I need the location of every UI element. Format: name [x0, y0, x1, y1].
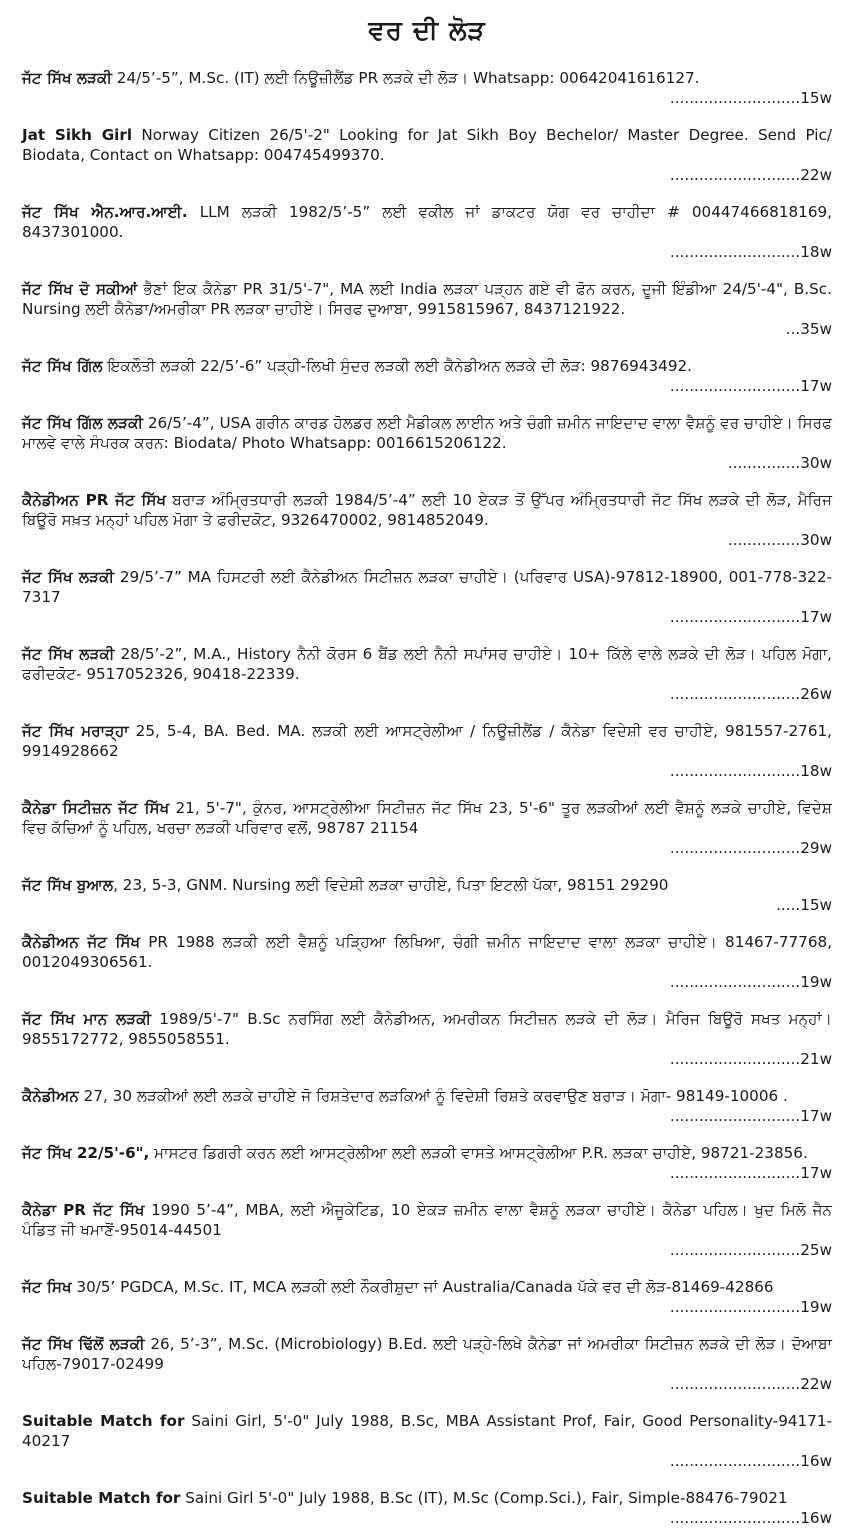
ad-code: ...........................19w: [669, 1298, 832, 1316]
ad-code: ...............30w: [727, 531, 832, 549]
ad-entry: [22, 644, 832, 704]
ad-text: [22, 1277, 832, 1297]
ad-body: ਇਕਲੌਤੀ ਲੜਕੀ 22/5’-6” ਪੜ੍ਹੀ-ਲਿਖੀ ਸੁੰਦਰ ਲੜਕੀ ਲਈ ਕੈਨੇਡੀਅਨ ਲੜਕੇ ਦੀ ਲੋੜ: 9876943492.: [102, 357, 692, 375]
ad-body: 24/5’-5”, M.Sc. (IT) ਲਈ ਨਿਊਜ਼ੀਲੈਂਡ PR ਲੜਕੇ ਦੀ ਲੋੜ। Whatsapp: 00642041616127.: [111, 69, 700, 87]
ad-text: [22, 279, 832, 319]
ad-body: 1990 5’-4”, MBA, ਲਈ ਐਜੂਕੇਟਿਡ, 10 ਏਕੜ ਜ਼ਮੀਨ ਵਾਲਾ ਵੈਸ਼ਨੂੰ ਲੜਕਾ ਚਾਹੀਏ। ਕੈਨੇਡਾ ਪਹਿਲ। ਖੁਦ ਮਿਲੋ ਜੈਨ ਪੰਡਿਤ ਜੀ ਖਮਾਣੋਂ-95014-44501: [22, 1201, 832, 1239]
ad-text: [22, 490, 832, 530]
ad-code: ...........................17w: [669, 1107, 832, 1125]
ad-text: [22, 68, 832, 88]
ad-code: ...........................17w: [669, 1164, 832, 1182]
ad-lead: Suitable Match for: [22, 1412, 185, 1430]
ad-code: ...........................17w: [669, 608, 832, 626]
ad-text: [22, 1334, 832, 1374]
ad-text: [22, 125, 832, 165]
ad-lead: ਜੱਟ ਸਿੱਖ ਮਰਾੜ੍ਹਾ: [22, 722, 129, 740]
ad-code: ...........................18w: [669, 243, 832, 261]
ad-lead: ਜੱਟ ਸਿੱਖ ਲੜਕੀ: [22, 645, 115, 663]
ad-lead: ਕੈਨੇਡੀਅਨ ਜੱਟ ਸਿੱਖ: [22, 933, 141, 951]
ad-entry: [22, 1200, 832, 1260]
ad-code: ...........................26w: [669, 685, 832, 703]
ad-entry: [22, 1277, 832, 1317]
ad-entry: [22, 202, 832, 262]
ad-entry: [22, 1411, 832, 1471]
ad-lead: ਜੱਟ ਸਿੱਖ ਮਾਨ ਲੜਕੀ: [22, 1010, 152, 1028]
ad-entry: [22, 567, 832, 627]
ad-code: ...........................17w: [669, 377, 832, 395]
ad-body: 1989/5'-7" B.Sc ਨਰਸਿੰਗ ਲਈ ਕੈਨੇਡੀਅਨ, ਅਮਰੀਕਨ ਸਿਟੀਜ਼ਨ ਲੜਕੇ ਦੀ ਲੋੜ। ਮੈਰਿਜ ਬਿਊਰੋ ਸਖਤ ਮਨ੍ਹਾਂ। 9855172772, 9855058551.: [22, 1010, 832, 1048]
ad-lead: ਕੈਨੇਡੀਅਨ: [22, 1087, 79, 1105]
ad-body: 26, 5’-3”, M.Sc. (Microbiology) B.Ed. ਲਈ ਪੜ੍ਹੇ-ਲਿਖੇ ਕੈਨੇਡਾ ਜਾਂ ਅਮਰੀਕਾ ਸਿਟੀਜ਼ਨ ਲੜਕੇ ਦੀ ਲੋੜ। ਦੋਆਬਾ ਪਹਿਲ-79017-02499: [22, 1335, 832, 1373]
ad-code: ...........................25w: [669, 1241, 832, 1259]
ad-entry: [22, 1009, 832, 1069]
ad-body: ਭੈਣਾਂ ਇਕ ਕੈਨੇਡਾ PR 31/5'-7", MA ਲਈ India ਲੜਕਾ ਪੜ੍ਹਨ ਗਏ ਵੀ ਫੋਨ ਕਰਨ, ਦੂਜੀ ਇੰਡੀਆ 24/5'-4", B.Sc. Nursing ਲਈ ਕੈਨੇਡਾ/ਅਮਰੀਕਾ PR ਲੜਕਾ ਚਾਹੀਏ। ਸਿਰਫ ਦੁਆਬਾ, 9915815967, 8437121922.: [22, 280, 832, 318]
ad-body: 30/5’ PGDCA, M.Sc. IT, MCA ਲੜਕੀ ਲਈ ਨੌਕਰੀਸ਼ੁਦਾ ਜਾਂ Australia/Canada ਪੱਕੇ ਵਰ ਦੀ ਲੋੜ-81469-42866: [71, 1278, 774, 1296]
ad-entry: [22, 798, 832, 858]
ads-list: [22, 68, 832, 1528]
ad-text: [22, 1086, 832, 1106]
ad-entry: [22, 932, 832, 992]
ad-body: 28/5’-2”, M.A., History ਨੈਨੀ ਕੋਰਸ 6 ਬੈਂਡ ਲਈ ਨੈਨੀ ਸਪਾਂਸਰ ਚਾਹੀਏ। 10+ ਕਿੱਲੇ ਵਾਲੇ ਲੜਕੇ ਦੀ ਲੋੜ। ਪਹਿਲ ਮੋਗਾ, ਫਰੀਦਕੋਟ- 9517052326, 90418-22339.: [22, 645, 832, 683]
ad-code: ...........................16w: [669, 1452, 832, 1470]
ad-lead: ਜੱਟ ਸਿੱਖ ਬੁਆਲ: [22, 876, 114, 894]
ad-text: [22, 1200, 832, 1240]
ad-code: ...........................18w: [669, 762, 832, 780]
ad-code: ...........................19w: [669, 973, 832, 991]
ad-body: 29/5’-7” MA ਹਿਸਟਰੀ ਲਈ ਕੈਨੇਡੀਅਨ ਸਿਟੀਜ਼ਨ ਲੜਕਾ ਚਾਹੀਏ। (ਪਰਿਵਾਰ USA)-97812-18900, 001-778-322-7317: [22, 568, 832, 606]
ad-body: Saini Girl, 5'-0" July 1988, B.Sc, MBA Assistant Prof, Fair, Good Personality-94171-40217: [22, 1412, 832, 1450]
ad-body: 26/5’-4”, USA ਗਰੀਨ ਕਾਰਡ ਹੋਲਡਰ ਲਈ ਮੈਡੀਕਲ ਲਾਈਨ ਅਤੇ ਚੰਗੀ ਜ਼ਮੀਨ ਜਾਇਦਾਦ ਵਾਲਾ ਵੈਸ਼ਨੂੰ ਵਰ ਚਾਹੀਏ। ਸਿਰਫ ਮਾਲਵੇ ਵਾਲੇ ਸੰਪਰਕ ਕਰਨ: Biodata/ Photo Whatsapp: 0016615206122.: [22, 414, 832, 452]
ad-body: PR 1988 ਲੜਕੀ ਲਈ ਵੈਸ਼ਨੂੰ ਪੜ੍ਹਿਆ ਲਿਖਿਆ, ਚੰਗੀ ਜ਼ਮੀਨ ਜਾਇਦਾਦ ਵਾਲਾ ਲੜਕਾ ਚਾਹੀਏ। 81467-77768, 0012049306561.: [22, 933, 832, 971]
ad-text: [22, 1009, 832, 1049]
ad-entry: [22, 125, 832, 185]
ad-lead: ਜੱਟ ਸਿੱਖ ਦੋ ਸਕੀਆਂ: [22, 280, 138, 298]
ad-text: [22, 1143, 832, 1163]
ad-lead: ਜੱਟ ਸਿੱਖ 22/5'-6",: [22, 1144, 150, 1162]
ad-entry: [22, 413, 832, 473]
ad-entry: [22, 279, 832, 339]
ad-body: ਮਾਸਟਰ ਡਿਗਰੀ ਕਰਨ ਲਈ ਆਸਟ੍ਰੇਲੀਆ ਲਈ ਲੜਕੀ ਵਾਸਤੇ ਆਸਟ੍ਰੇਲੀਆ P.R. ਲੜਕਾ ਚਾਹੀਏ, 98721-23856.: [149, 1144, 808, 1162]
ad-code: ...........................21w: [669, 1050, 832, 1068]
ad-body: Saini Girl 5'-0" July 1988, B.Sc (IT), M.Sc (Comp.Sci.), Fair, Simple-88476-79021: [180, 1489, 788, 1507]
ad-lead: ਜੱਟ ਸਿੱਖ ਲੜਕੀ: [22, 568, 115, 586]
ad-body: 21, 5'-7", ਕੁੰਨਰ, ਆਸਟ੍ਰੇਲੀਆ ਸਿਟੀਜ਼ਨ ਜੱਟ ਸਿੱਖ 23, 5'-6" ਤੂਰ ਲੜਕੀਆਂ ਲਈ ਵੈਸ਼ਨੂੰ ਲੜਕੇ ਚਾਹੀਏ, ਵਿਦੇਸ਼ ਵਿਚ ਕੱਚਿਆਂ ਨੂੰ ਪਹਿਲ, ਖਰਚਾ ਲੜਕੀ ਪਰਿਵਾਰ ਵਲੋਂ, 98787 21154: [22, 799, 832, 837]
ad-code: .....15w: [776, 896, 832, 914]
ad-code: ...........................16w: [669, 1509, 832, 1527]
ad-text: [22, 932, 832, 972]
ad-entry: [22, 356, 832, 396]
ad-lead: ਜੱਟ ਸਿੱਖ ਗਿੱਲ: [22, 357, 103, 375]
ad-text: [22, 1488, 832, 1508]
ad-lead: ਜੱਟ ਸਿੱਖ ਐਨ.ਆਰ.ਆਈ.: [22, 203, 188, 221]
ad-text: [22, 356, 832, 376]
ad-text: [22, 798, 832, 838]
ad-body: Norway Citizen 26/5'-2" Looking for Jat Sikh Boy Bechelor/ Master Degree. Send Pic/ Biodata, Contact on Whatsapp: 004745499370.: [22, 126, 832, 164]
ad-code: ...........................22w: [669, 1375, 832, 1393]
ad-lead: ਜੱਟ ਸਿੱਖ ਢਿੱਲੋਂ ਲੜਕੀ: [22, 1335, 145, 1353]
ad-entry: [22, 1488, 832, 1528]
ad-entry: [22, 875, 832, 915]
ad-body: 27, 30 ਲੜਕੀਆਂ ਲਈ ਲੜਕੇ ਚਾਹੀਏ ਜੋ ਰਿਸ਼ਤੇਦਾਰ ਲੜਕਿਆਂ ਨੂੰ ਵਿਦੇਸ਼ੀ ਰਿਸ਼ਤੇ ਕਰਵਾਉਣ ਬਰਾੜ। ਮੋਗਾ- 98149-10006 .: [78, 1087, 788, 1105]
ad-text: [22, 202, 832, 242]
ad-lead: ਜੱਟ ਸਿੱਖ ਗਿੱਲ ਲੜਕੀ: [22, 414, 144, 432]
ad-lead: ਜੱਟ ਸਿੱਖ ਲੜਕੀ: [22, 69, 112, 87]
ad-entry: [22, 490, 832, 550]
page-title: ਵਰ ਦੀ ਲੋੜ: [368, 16, 486, 46]
ad-body: LLM ਲੜਕੀ 1982/5’-5” ਲਈ ਵਕੀਲ ਜਾਂ ਡਾਕਟਰ ਯੋਗ ਵਰ ਚਾਹੀਦਾ # 00447466818169, 8437301000.: [22, 203, 832, 241]
ad-code: ...........................15w: [669, 89, 832, 107]
ad-text: [22, 721, 832, 761]
ad-lead: ਕੈਨੇਡੀਅਨ PR ਜੱਟ ਸਿੱਖ: [22, 491, 167, 509]
ad-lead: Suitable Match for: [22, 1489, 181, 1507]
ad-code: ...35w: [785, 320, 832, 338]
ad-lead: ਜੱਟ ਸਿਖ: [22, 1278, 72, 1296]
ad-lead: ਕੈਨੇਡਾ ਸਿਟੀਜ਼ਨ ਜੱਟ ਸਿੱਖ: [22, 799, 170, 817]
ad-code: ...........................29w: [669, 839, 832, 857]
ad-lead: Jat Sikh Girl: [22, 126, 133, 144]
ad-text: [22, 567, 832, 607]
ad-body: 25, 5-4, BA. Bed. MA. ਲੜਕੀ ਲਈ ਆਸਟ੍ਰੇਲੀਆ / ਨਿਊਜ਼ੀਲੈਂਡ / ਕੈਨੇਡਾ ਵਿਦੇਸ਼ੀ ਵਰ ਚਾਹੀਏ, 981557-2761, 9914928662: [22, 722, 832, 760]
ad-entry: [22, 68, 832, 108]
ad-body: , 23, 5-3, GNM. Nursing ਲਈ ਵਿਦੇਸ਼ੀ ਲੜਕਾ ਚਾਹੀਏ, ਪਿਤਾ ਇਟਲੀ ਪੱਕਾ, 98151 29290: [113, 876, 669, 894]
ad-lead: ਕੈਨੇਡਾ PR ਜੱਟ ਸਿੱਖ: [22, 1201, 145, 1219]
ad-entry: [22, 1334, 832, 1394]
ad-body: ਬਰਾੜ ਅੰਮ੍ਰਿਤਧਾਰੀ ਲੜਕੀ 1984/5’-4” ਲਈ 10 ਏਕੜ ਤੋਂ ਉੱਪਰ ਅੰਮ੍ਰਿਤਧਾਰੀ ਜੱਟ ਸਿੱਖ ਲੜਕੇ ਦੀ ਲੋੜ, ਮੈਰਿਜ ਬਿਊਰੋ ਸਖ਼ਤ ਮਨ੍ਹਾਂ ਪਹਿਲ ਮੋਗਾ ਤੇ ਫਰੀਦਕੋਟ, 9326470002, 9814852049.: [22, 491, 832, 529]
ad-text: [22, 644, 832, 684]
ad-code: ...............30w: [727, 454, 832, 472]
ad-entry: [22, 1086, 832, 1126]
ad-entry: [22, 721, 832, 781]
ad-text: [22, 875, 832, 895]
ad-text: [22, 1411, 832, 1451]
ad-code: ...........................22w: [669, 166, 832, 184]
ad-entry: [22, 1143, 832, 1183]
ad-text: [22, 413, 832, 453]
